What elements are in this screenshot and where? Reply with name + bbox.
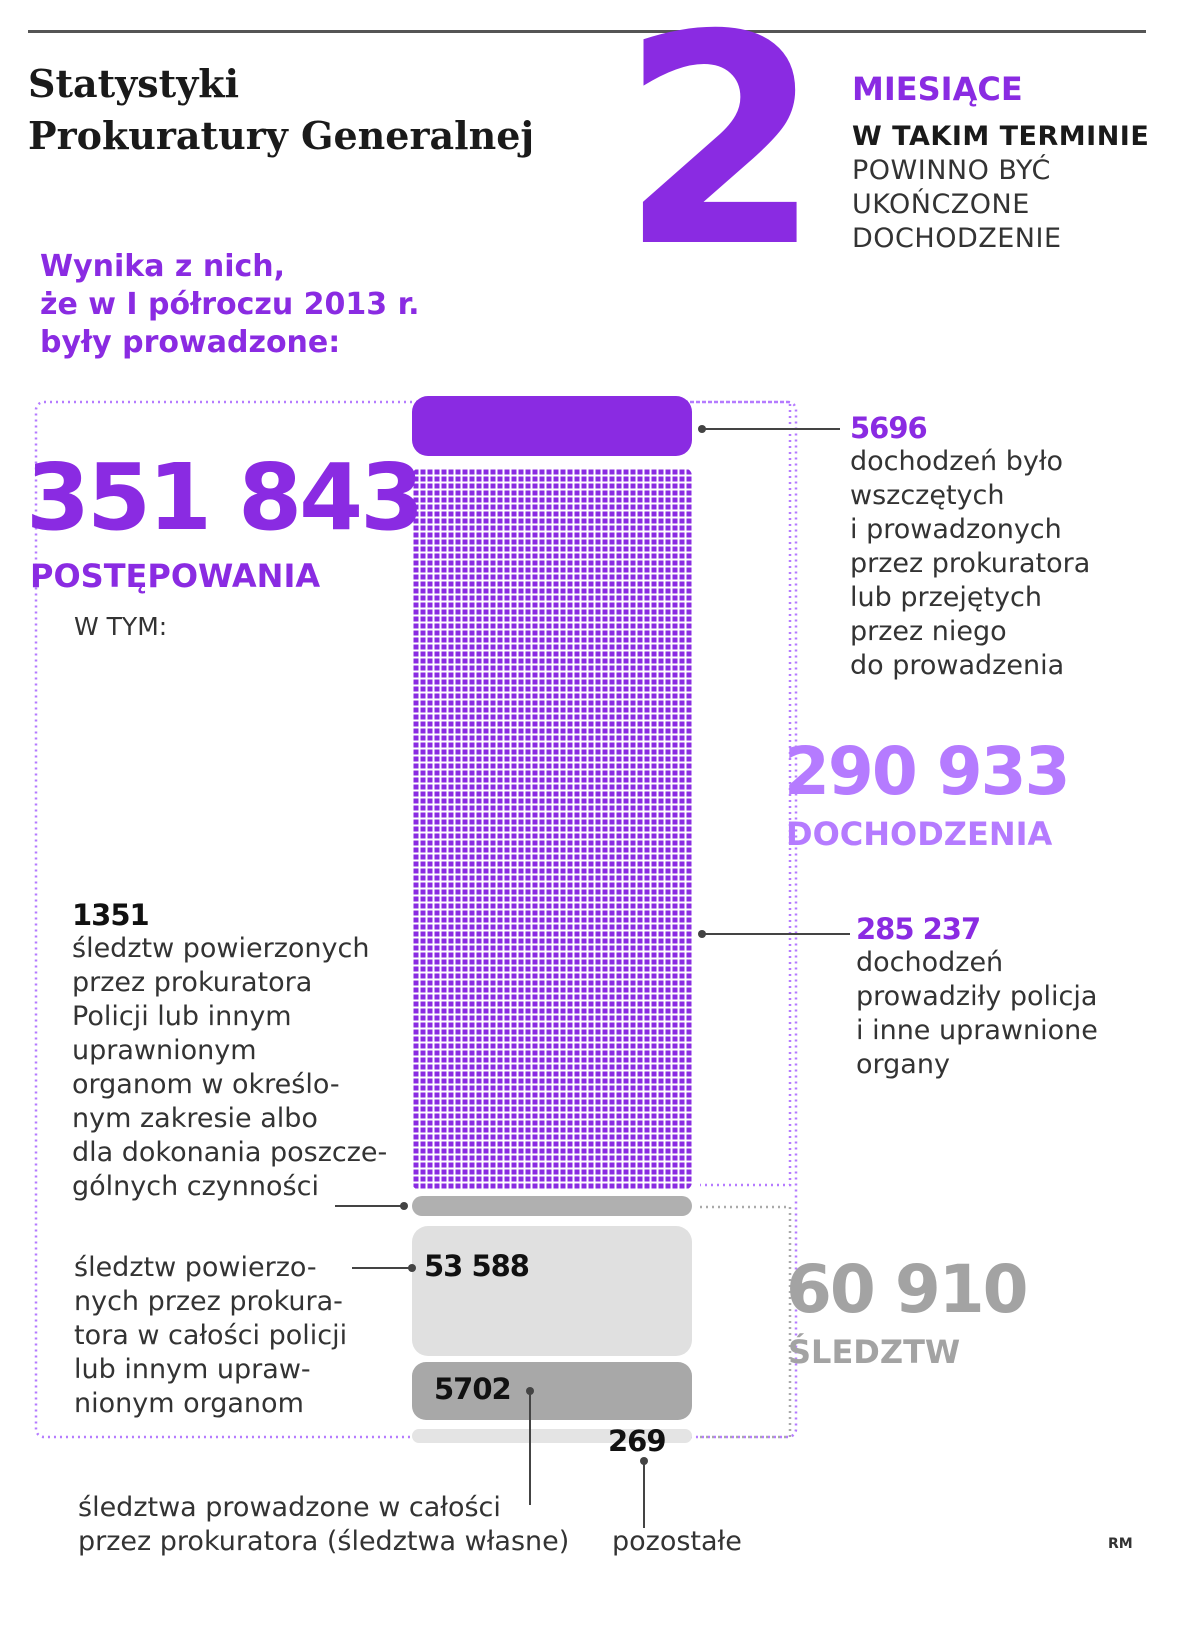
other-text: pozostałe [612,1526,742,1557]
bar-partial-sledztwa [412,1196,692,1216]
full-text-line: nych przez prokura- [74,1286,343,1317]
prosecutor-text-line: lub przejętych [850,582,1042,613]
total-value: 351 843 [26,444,422,551]
title-line-1: Statystyki [28,61,240,106]
police-text-line: organy [856,1049,950,1080]
months-text-line-2: POWINNO BYĆ [852,155,1051,186]
dochodzenia-label: DOCHODZENIA [786,815,1053,853]
dochodzenia-bracket [690,402,790,1185]
prosecutor-text-line: do prowadzenia [850,650,1065,681]
credit: RM [1108,1536,1133,1552]
full-text-line: lub innym upraw- [74,1354,311,1385]
police-text [856,946,1098,1082]
prosecutor-text-line: dochodzeń było [850,446,1064,477]
sledztwa-bracket [700,1207,790,1437]
own-text [78,1491,569,1559]
connector-dot-own [526,1387,534,1395]
subtitle-line-1: Wynika z nich, [40,249,286,284]
partial-text-line: nym zakresie albo [72,1103,318,1134]
partial-text-line: gólnych czynności [72,1171,319,1202]
own-num: 5702 [434,1372,511,1406]
months-text-line-1: W TAKIM TERMINIE [852,121,1150,152]
connector-dot-other [640,1457,648,1465]
months-text-line-3: UKOŃCZONE [852,189,1030,220]
sledztwa-label: ŚLEDZTW [788,1333,961,1371]
partial-annotation [72,898,387,1204]
police-text-line: prowadziły policja [856,981,1098,1012]
police-text-line: dochodzeń [856,947,1004,978]
own-text-line: przez prokuratora (śledztwa własne) [78,1526,570,1557]
subtitle-line-2: że w I półroczu 2013 r. [40,287,420,322]
police-text-line: i inne uprawnione [856,1015,1098,1046]
subtitle-line-3: były prowadzone: [40,325,341,360]
full-text-line: nionym organom [74,1388,304,1419]
connector-dot-prosecutor [698,425,706,433]
bar-prosecutor-dochodzenia [412,396,692,456]
prosecutor-text [850,445,1090,683]
bar-police-dochodzenia [412,468,692,1190]
big-number: 2 [620,0,822,311]
partial-text-line: przez prokuratora [72,967,313,998]
full-text [74,1251,347,1421]
partial-text-line: śledztw powierzonych [72,933,370,964]
partial-text-line: Policji lub innym [72,1001,292,1032]
months-text-line-4: DOCHODZENIE [852,223,1062,254]
dochodzenia-value: 290 933 [784,733,1069,810]
other-num: 269 [608,1424,666,1458]
sledztwa-value: 60 910 [786,1251,1027,1328]
full-text-line: śledztw powierzo- [74,1252,317,1283]
police-annotation [856,912,1098,1082]
connector-dot-full [408,1264,416,1272]
total-label: POSTĘPOWANIA [30,557,321,595]
title-line-2: Prokuratury Generalnej [28,113,535,158]
full-text-line: tora w całości policji [74,1320,348,1351]
partial-text [72,932,387,1204]
partial-num: 1351 [72,898,149,932]
months-label: MIESIĄCE [852,70,1023,108]
full-num: 53 588 [424,1249,529,1283]
prosecutor-text-line: przez niego [850,616,1007,647]
prosecutor-num: 5696 [850,411,927,445]
prosecutor-text-line: wszczętych [850,480,1005,511]
connector-dot-partial [400,1202,408,1210]
bar-full-sledztwa [412,1226,692,1356]
total-sub: W TYM: [74,612,168,641]
connector-dot-police [698,930,706,938]
own-text-line: śledztwa prowadzone w całości [78,1492,501,1523]
partial-text-line: organom w określo- [72,1069,340,1100]
partial-text-line: dla dokonania poszcze- [72,1137,388,1168]
prosecutor-text-line: przez prokuratora [850,548,1091,579]
partial-text-line: uprawnionym [72,1035,257,1066]
police-num: 285 237 [856,912,981,946]
prosecutor-text-line: i prowadzonych [850,514,1062,545]
prosecutor-annotation [850,411,1090,683]
